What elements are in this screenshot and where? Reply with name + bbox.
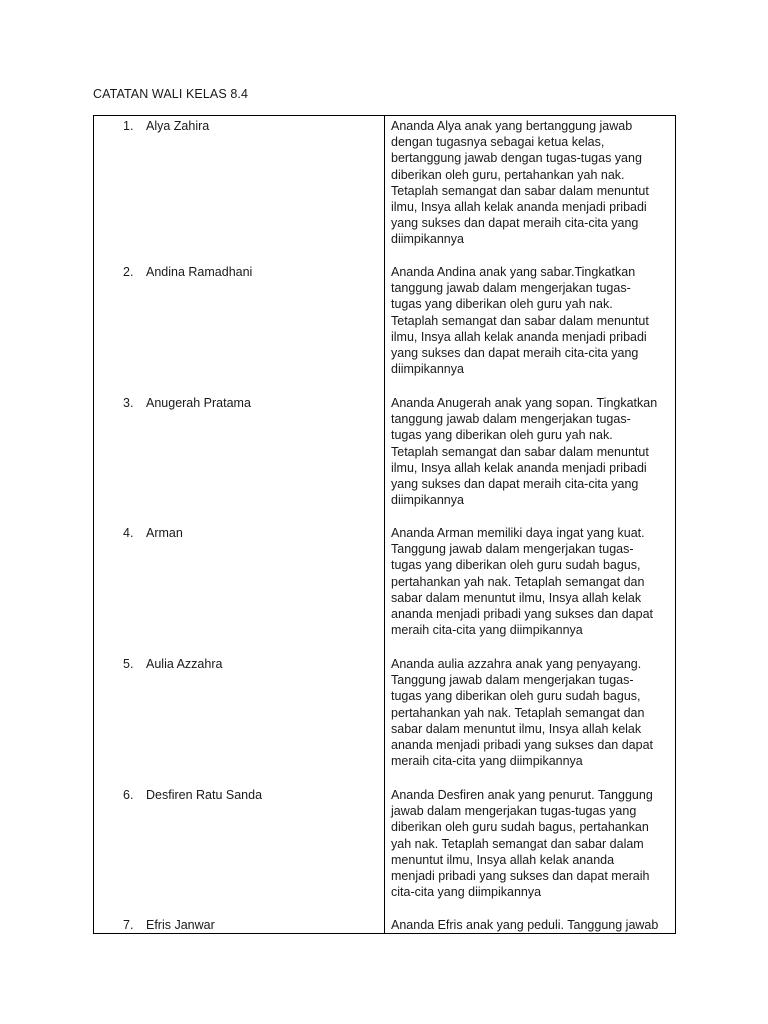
notes-table (93, 115, 676, 934)
teacher-note: Ananda Efris anak yang peduli. Tanggung jawab (391, 918, 659, 932)
row-number: 3. (123, 396, 134, 410)
teacher-note: Ananda Alya anak yang bertanggung jawab dengan tugasnya sebagai ketua kelas, bertanggung jawab dengan tugas-tugas yang diberikan oleh guru, pertahankan yah nak. Tetaplah semangat dan sabar dalam menuntut ilmu, Insya allah kelak ananda menjadi pribadi yang sukses dan dapat meraih cita-cita yang diimpikannya (391, 119, 649, 247)
row-number: 2. (123, 265, 134, 279)
student-name: Andina Ramadhani (146, 265, 253, 279)
teacher-note: Ananda Arman memiliki daya ingat yang kuat. Tanggung jawab dalam mengerjakan tugas- tugas yang diberikan oleh guru sudah bagus, pertahankan yah nak. Tetaplah semangat dan sabar dalam menuntut ilmu, Insya allah kelak ananda menjadi pribadi yang sukses dan dapat meraih cita-cita yang diimpikannya (391, 526, 653, 638)
teacher-note: Ananda Anugerah anak yang sopan. Tingkatkan tanggung jawab dalam mengerjakan tugas- tugas yang diberikan oleh guru yah nak. Tetaplah semangat dan sabar dalam menuntut ilmu, Insya allah kelak ananda menjadi pribadi yang sukses dan dapat meraih cita-cita yang diimpikannya (391, 396, 658, 508)
teacher-note: Ananda Andina anak yang sabar.Tingkatkan tanggung jawab dalam mengerjakan tugas- tugas yang diberikan oleh guru yah nak. Tetaplah semangat dan sabar dalam menuntut ilmu, Insya allah kelak ananda menjadi pribadi yang sukses dan dapat meraih cita-cita yang diimpikannya (391, 265, 649, 377)
table-row (94, 394, 675, 526)
row-number: 7. (123, 918, 134, 932)
student-name: Efris Janwar (146, 918, 215, 932)
teacher-note: Ananda Desfiren anak yang penurut. Tanggung jawab dalam mengerjakan tugas-tugas yang diberikan oleh guru sudah bagus, pertahankan yah nak. Tetaplah semangat dan sabar dalam menuntut ilmu, Insya allah kelak ananda menjadi pribadi yang sukses dan dapat meraih cita-cita yang diimpikannya (391, 788, 653, 900)
row-number: 1. (123, 119, 134, 133)
teacher-note: Ananda aulia azzahra anak yang penyayang. Tanggung jawab dalam mengerjakan tugas- tugas yang diberikan oleh guru sudah bagus, pertahankan yah nak. Tetaplah semangat dan sabar dalam menuntut ilmu, Insya allah kelak ananda menjadi pribadi yang sukses dan dapat meraih cita-cita yang diimpikannya (391, 657, 653, 769)
student-name: Alya Zahira (146, 119, 210, 133)
table-row (94, 655, 675, 787)
table-row (94, 786, 675, 918)
table-row (94, 916, 675, 934)
row-number: 4. (123, 526, 134, 540)
table-row (94, 263, 675, 395)
document-title: CATATAN WALI KELAS 8.4 (93, 87, 249, 101)
row-number: 6. (123, 788, 134, 802)
table-row (94, 524, 675, 656)
student-name: Aulia Azzahra (146, 657, 223, 671)
student-name: Desfiren Ratu Sanda (146, 788, 263, 802)
student-name: Anugerah Pratama (146, 396, 251, 410)
table-row (94, 117, 675, 249)
student-name: Arman (146, 526, 183, 540)
row-number: 5. (123, 657, 134, 671)
